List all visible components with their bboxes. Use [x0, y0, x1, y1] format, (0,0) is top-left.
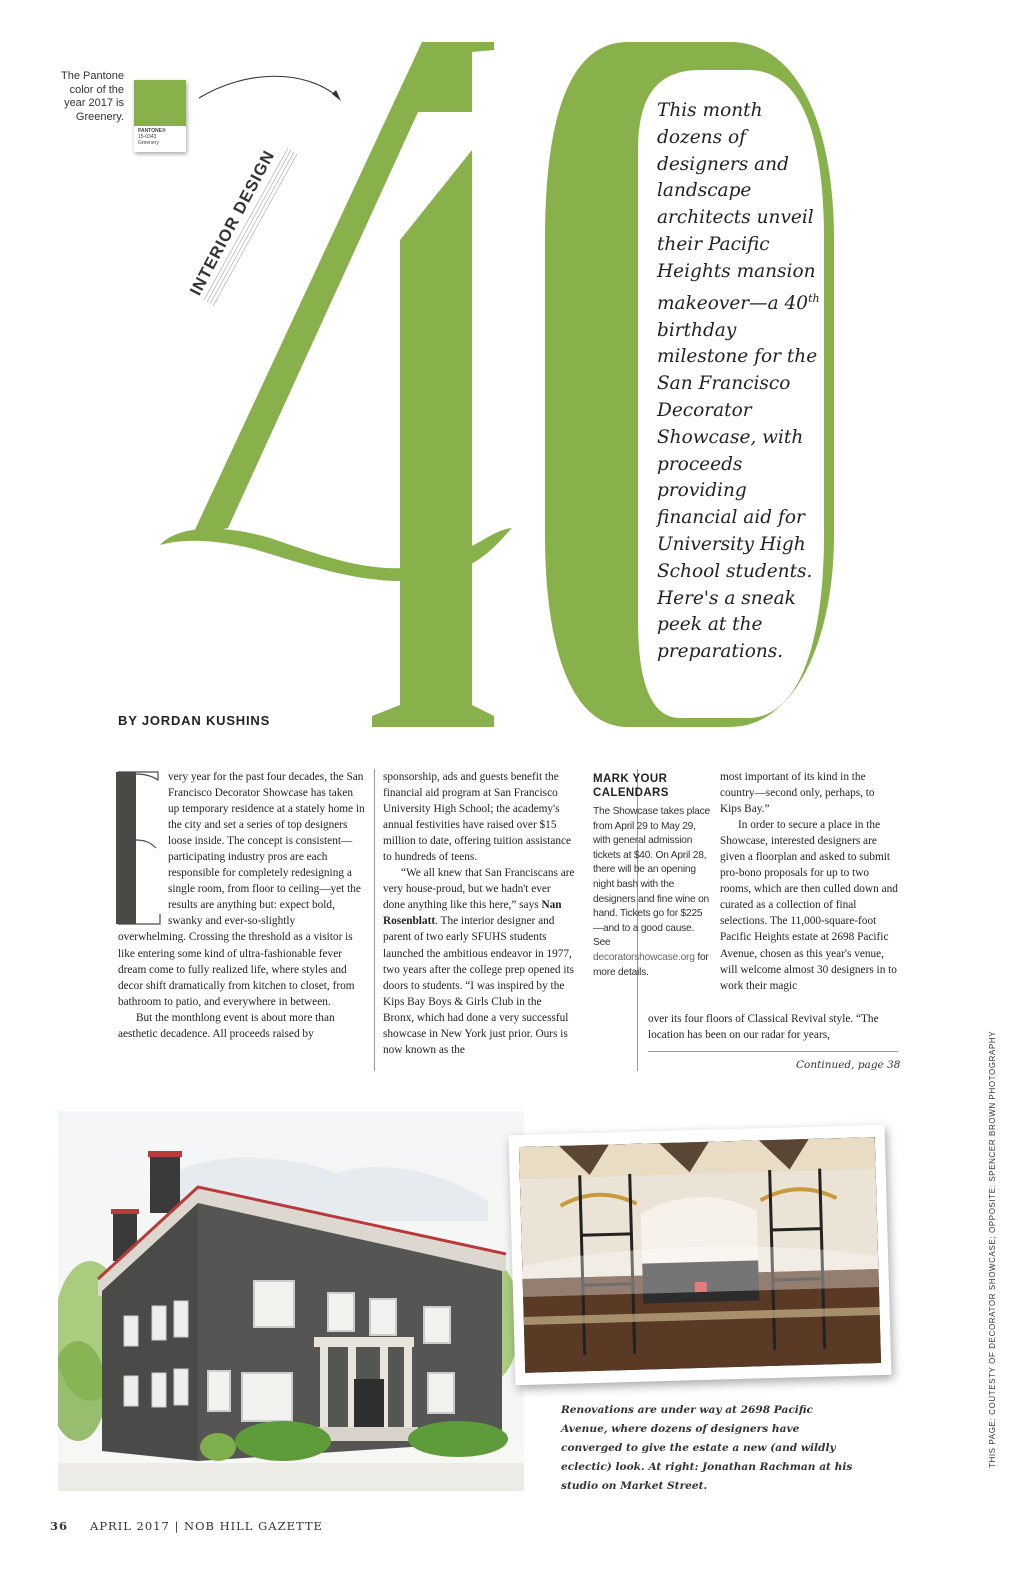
column-divider — [374, 769, 375, 1071]
article-paragraph: over its four floors of Classical Revival style. “The location has been on our radar for years, — [648, 1013, 879, 1042]
photo-credit: THIS PAGE: COUTESTY OF DECORATOR SHOWCASE; OPPOSITE: SPENCER BROWN PHOTOGRAPHY — [988, 1030, 997, 1468]
section-label: INTERIOR DESIGN — [186, 147, 279, 299]
folio-text: APRIL 2017 | NOB HILL GAZETTE — [90, 1519, 323, 1533]
deck-text-end: birthday milestone for the San Francisco Decorator Showcase, with proceeds providing financial aid for University High School students. Here's a sneak peek at the preparations. — [657, 319, 818, 663]
article-paragraph: But the monthlong event is about more than aesthetic decadence. All proceeds raised by — [118, 1011, 335, 1040]
article-paragraph: very year for the past four decades, the San Francisco Decorator Showcase has taken up temporary residence at a stately home in the city and set a series of top designers loose inside. The concept is consistent—participating industry pros are each responsible for completely redesigning a single room, from floor to ceiling—yet the results are anything but: expect bold, swanky and ever-so-slightly overwhelming. Crossing the threshold as a visitor is like entering some kind of ultra-fashionable fever dream come to fully realized life, where styles and decor shift dramatically from kitchen to closet, from bathroom to patio, and everywhere in between. — [118, 771, 365, 1008]
byline: BY JORDAN KUSHINS — [118, 713, 271, 728]
deck-superscript: th — [808, 291, 820, 305]
sidebar-text-end: for more details. — [593, 951, 709, 978]
renovation-photo — [519, 1137, 881, 1373]
pantone-brand: PANTONE® — [138, 128, 166, 134]
house-drawing — [58, 1111, 524, 1491]
sidebar-body — [593, 805, 711, 980]
page-folio — [50, 1519, 323, 1533]
article-column-4-wide — [648, 1011, 898, 1043]
quote-text: “We all knew that San Franciscans are very house-proud, but we hadn't ever done anything like this here,” says — [383, 867, 575, 912]
house-illustration — [58, 1111, 524, 1491]
quote-text-continued: . The interior designer and parent of two early SFUHS students launched the ambitious endeavor in 1977, two years after the college prep opened its doors to students. “I was inspired by the Kips Bay Boys & Girls Club in the Bronx, which had done a very successful showcase in New York just prior. Ours is now known as the — [383, 915, 575, 1056]
renovation-scene — [519, 1137, 881, 1373]
photo-frame — [509, 1125, 892, 1385]
pantone-name: Greenery — [138, 140, 159, 146]
article-paragraph: In order to secure a place in the Showcase, interested designers are given a floorplan and asked to submit pro-bono proposals for up to two rooms, which are then culled down and curated as a collection of final selections. The 11,000-square-foot Pacific Heights estate at 2698 Pacific Avenue, chosen as this year's venue, will welcome almost 30 designers in to work their magic — [720, 819, 898, 992]
pantone-code: 15-0343 — [138, 134, 157, 140]
article-paragraph: sponsorship, ads and guests benefit the financial aid program at San Francisco University High School; the academy's annual festivities have raised over $15 million to date, offering tuition assistance to hundreds of teens. — [383, 771, 572, 864]
pantone-caption: The Pantone color of the year 2017 is Greenery. — [61, 70, 124, 123]
article-column-2 — [383, 769, 575, 1058]
headline-number-graphic — [0, 0, 1024, 760]
dropcap-space — [118, 769, 168, 927]
sidebar-heading: MARK YOUR CALENDARS — [593, 773, 669, 799]
page-number: 36 — [50, 1519, 69, 1533]
article-paragraph: most important of its kind in the country—second only, perhaps, to Kips Bay.” — [720, 771, 875, 816]
photo-caption: Renovations are under way at 2698 Pacific Avenue, where dozens of designers have converged to give the estate a new (and wildly eclectic) look. At right: Jonathan Rachman at his studio on Market Street. — [561, 1404, 853, 1492]
deck — [657, 98, 827, 666]
article-paragraph — [383, 865, 575, 1058]
continued-rule — [648, 1051, 898, 1052]
article-column-1 — [118, 769, 366, 1042]
article-column-4 — [720, 769, 898, 994]
sidebar-box — [593, 772, 711, 980]
sidebar-link[interactable]: decoratorshowcase.org — [593, 951, 695, 963]
person-name: Nan Rosenblatt — [383, 899, 562, 928]
sidebar-text: The Showcase takes place from April 29 to May 29, with general admission tickets at $40. On April 28, there will be an opening night bash with the designers and fine wine on hand. Tickets go for $225—and to a good cause. See — [593, 806, 710, 949]
deck-text: This month dozens of designers and landscape architects unveil their Pacific Heights mansion makeover—a 40 — [657, 100, 816, 314]
continued-line: Continued, page 38 — [796, 1059, 901, 1071]
